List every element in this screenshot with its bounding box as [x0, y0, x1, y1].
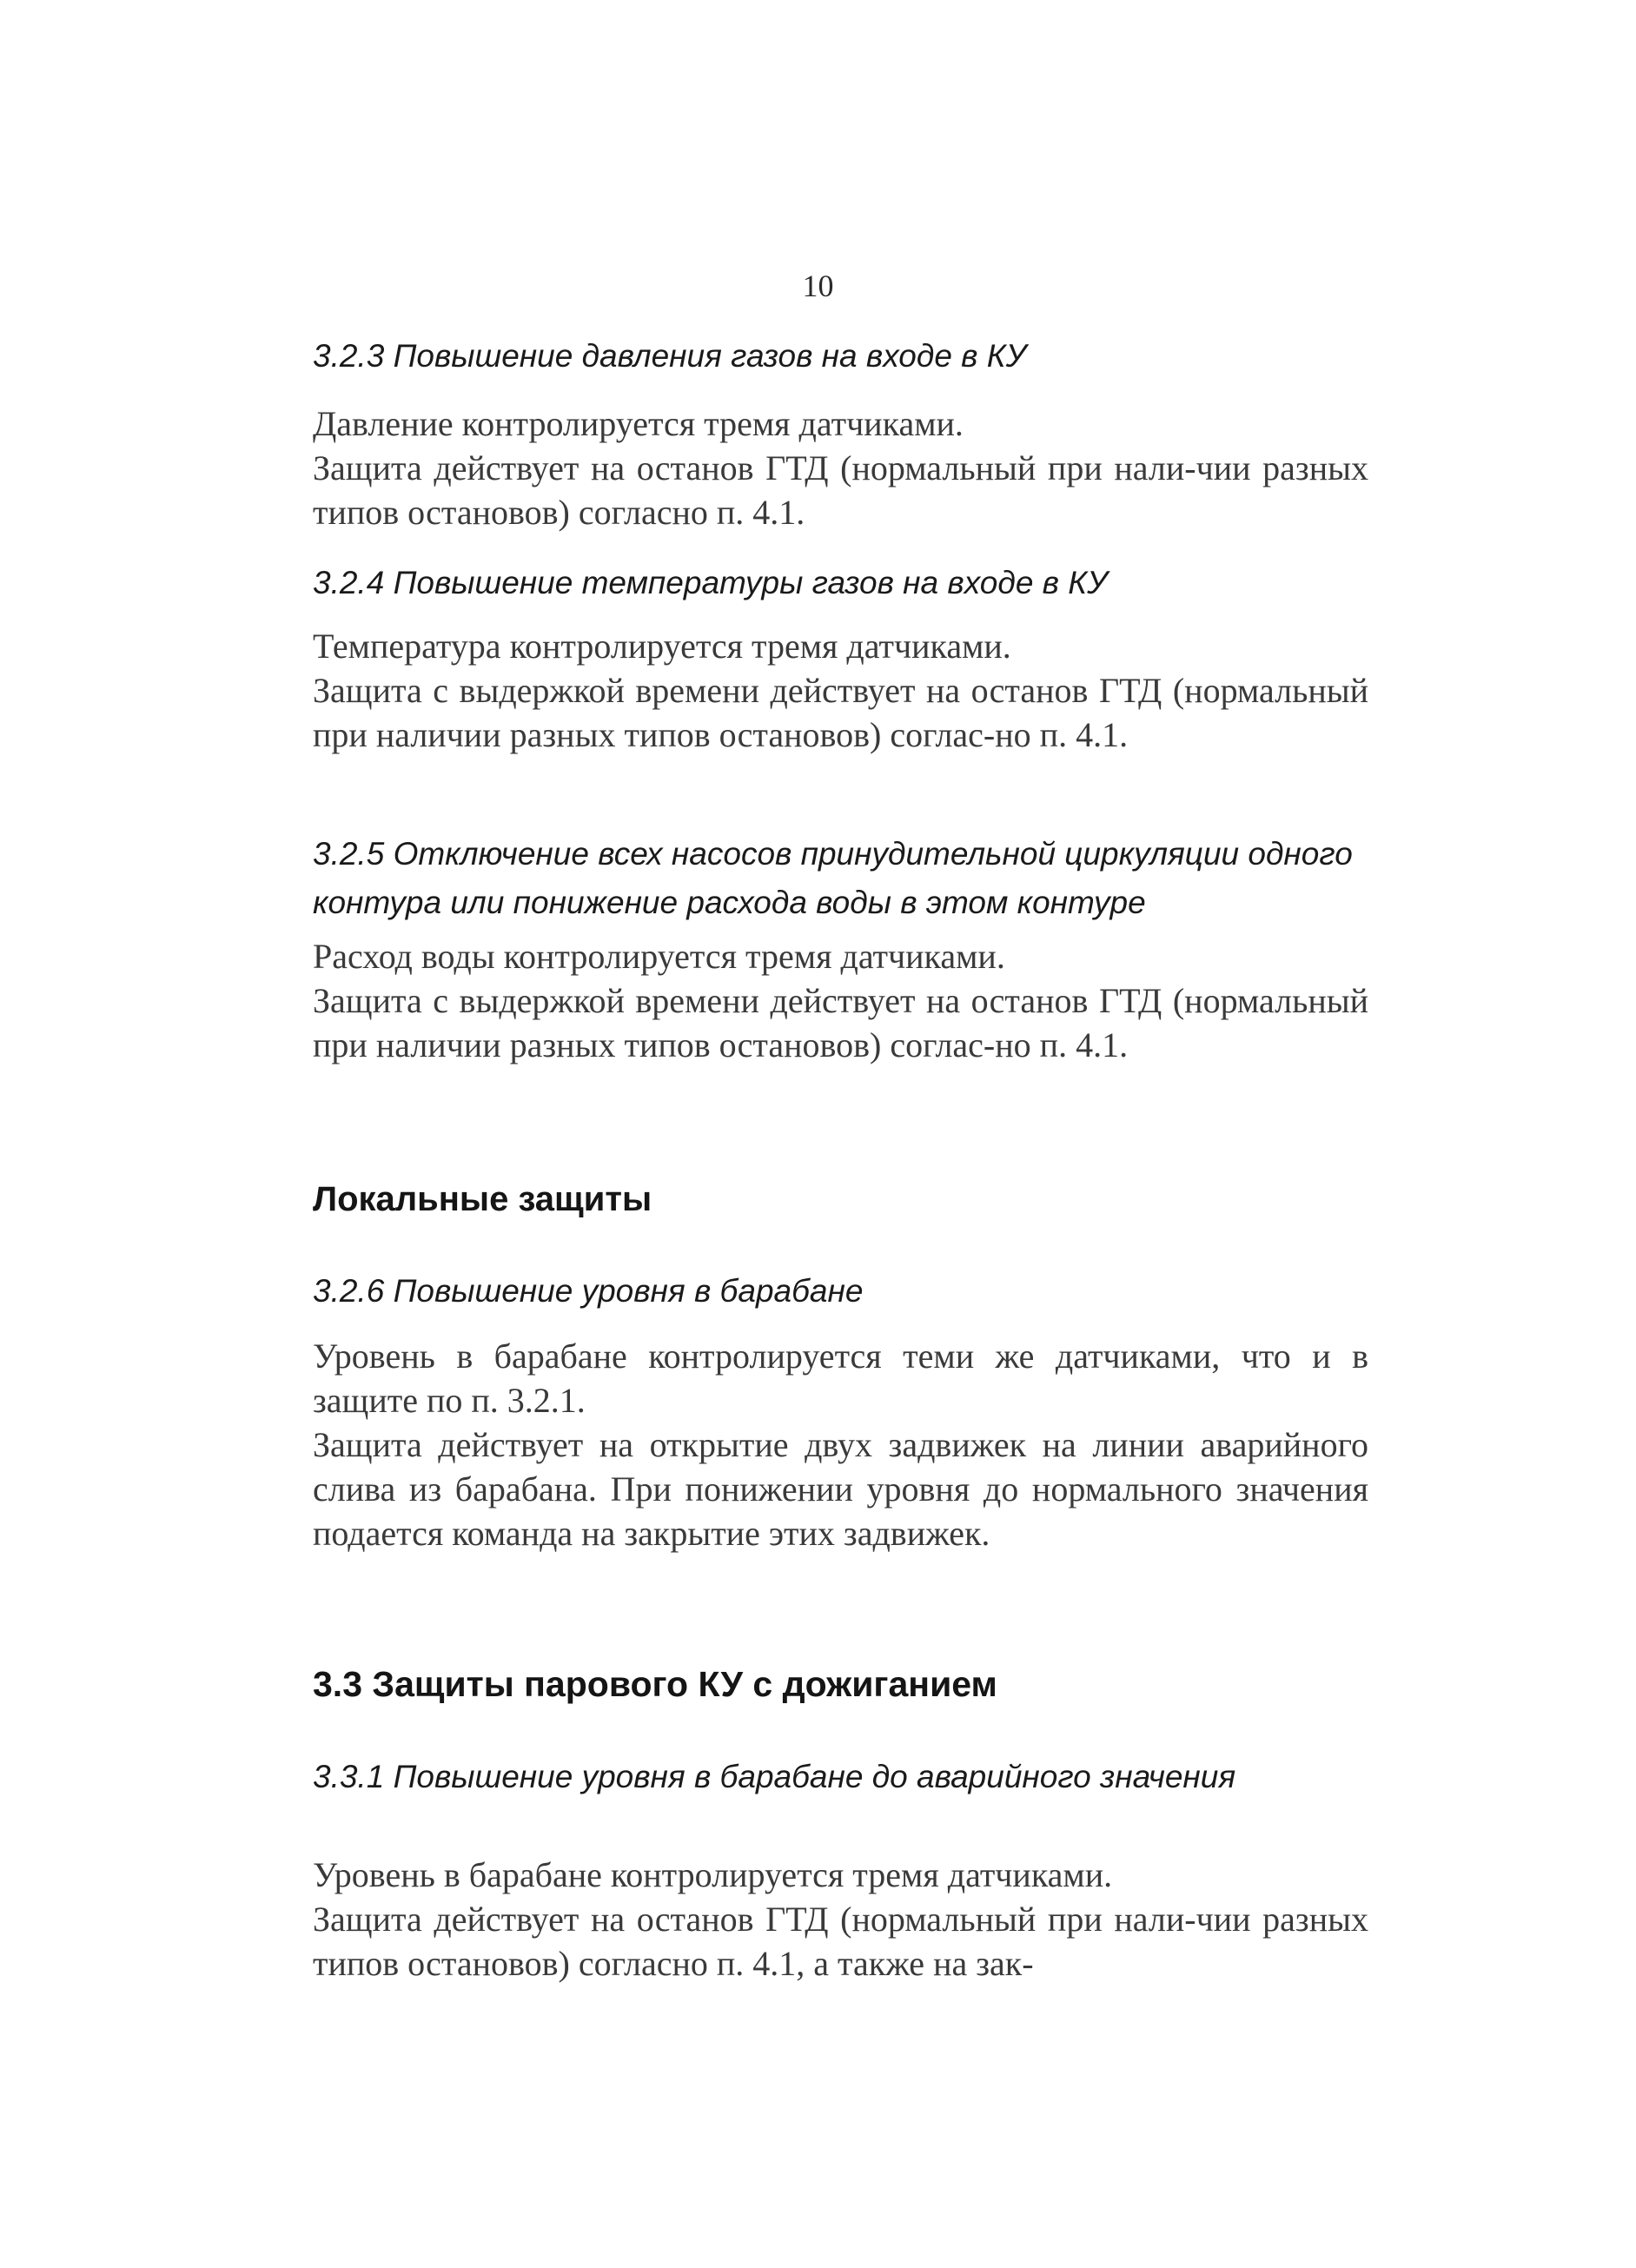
- section-title: 3.3 Защиты парового КУ с дожиганием: [313, 1664, 997, 1704]
- section-heading: 3.2.6 Повышение уровня в барабане: [313, 1273, 864, 1309]
- paragraph: Защита действует на открытие двух задвижек на линии аварийного слива из барабана. При понижении уровня до нормального значения подается команда на закрытие этих задвижек.: [313, 1425, 1368, 1553]
- page-number: 10: [802, 269, 834, 303]
- section-3-2-5: [313, 830, 1368, 927]
- section-3-2-4: [313, 559, 1368, 607]
- section-3-3: [313, 1660, 1368, 1708]
- section-3-2-5-body: [313, 934, 1368, 1067]
- section-3-2-6: [313, 1267, 1368, 1316]
- section-3-2-6-body: [313, 1334, 1368, 1555]
- local-protections: [313, 1175, 1368, 1224]
- paragraph: Защита действует на останов ГТД (нормальный при нали-чии разных типов остановов) согласно п. 4.1, а также на зак-: [313, 1900, 1368, 1983]
- paragraph: Защита с выдержкой времени действует на останов ГТД (нормальный при наличии разных типов остановов) соглас-но п. 4.1.: [313, 981, 1368, 1064]
- paragraph: Защита с выдержкой времени действует на останов ГТД (нормальный при наличии разных типов остановов) соглас-но п. 4.1.: [313, 671, 1368, 754]
- section-3-3-1-body: [313, 1853, 1368, 1986]
- paragraph: Расход воды контролируется тремя датчиками.: [313, 937, 1005, 976]
- paragraph: Защита действует на останов ГТД (нормальный при нали-чии разных типов остановов) согласно п. 4.1.: [313, 448, 1368, 532]
- section-heading: 3.2.5 Отключение всех насосов принудительной циркуляции одного контура или понижение расхода воды в этом контуре: [313, 836, 1353, 920]
- paragraph: Уровень в барабане контролируется теми же датчиками, что и в защите по п. 3.2.1.: [313, 1336, 1368, 1420]
- subheading: Локальные защиты: [313, 1180, 652, 1218]
- paragraph: Температура контролируется тремя датчиками.: [313, 627, 1011, 666]
- section-3-2-3-body: [313, 401, 1368, 534]
- section-heading: 3.2.3 Повышение давления газов на входе в КУ: [313, 338, 1027, 374]
- section-3-2-3: [313, 332, 1368, 381]
- section-3-3-1: [313, 1753, 1368, 1801]
- section-3-2-4-body: [313, 624, 1368, 757]
- paragraph: Уровень в барабане контролируется тремя датчиками.: [313, 1855, 1113, 1894]
- paragraph: Давление контролируется тремя датчиками.: [313, 404, 964, 443]
- section-heading: 3.2.4 Повышение температуры газов на входе в КУ: [313, 565, 1108, 600]
- section-heading: 3.3.1 Повышение уровня в барабане до аварийного значения: [313, 1759, 1236, 1794]
